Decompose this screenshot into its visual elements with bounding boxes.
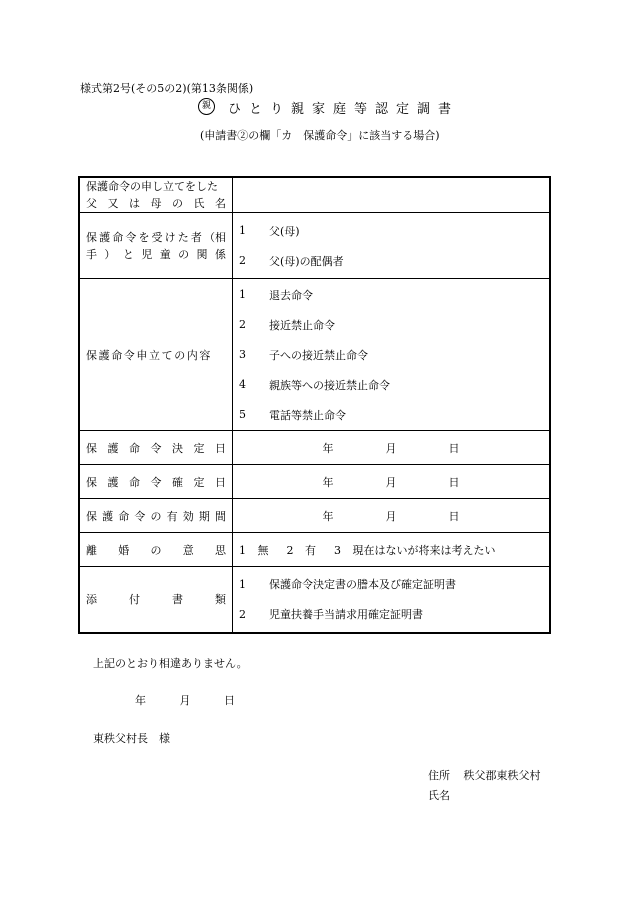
label-char: 確 — [172, 475, 183, 489]
label-char: 決 — [172, 441, 183, 455]
divorce-option[interactable] — [334, 542, 496, 558]
document-title: ひとり親家庭等認定調書 — [228, 102, 460, 117]
label-char: 令 — [150, 441, 162, 455]
option-number: 2 — [239, 254, 246, 267]
label-char: 護 — [107, 441, 119, 455]
table-row — [79, 465, 550, 499]
label-char: 婚 — [118, 543, 130, 557]
label-char: 護 — [107, 475, 119, 489]
option-number: 5 — [239, 408, 246, 421]
year-label: 年 — [322, 441, 334, 455]
label-char: 日 — [215, 475, 226, 489]
content-option[interactable] — [239, 280, 543, 310]
option-number: 1 — [239, 543, 246, 557]
label-char: 定 — [193, 441, 205, 455]
option-number: 2 — [239, 318, 246, 331]
label-char: の — [178, 247, 190, 261]
addressee: 東秩父村長 様 — [93, 732, 170, 745]
divorce-option-group — [239, 542, 543, 558]
attachment-option[interactable] — [239, 569, 543, 599]
option-text: 父(母) — [269, 224, 300, 238]
content-option[interactable] — [239, 400, 543, 430]
label-char: 効 — [182, 509, 194, 523]
label-char: 保 — [86, 441, 97, 455]
decision-date-field[interactable] — [233, 431, 551, 465]
table-row — [79, 431, 550, 465]
label-char: 母 — [150, 197, 162, 210]
label-char: 護 — [99, 230, 111, 244]
divorce-label — [79, 533, 233, 567]
option-text: 電話等禁止命令 — [269, 408, 346, 422]
label-spread — [86, 440, 226, 456]
divorce-option[interactable] — [239, 542, 269, 558]
form-table — [78, 176, 551, 634]
content-label: 保護命令申立ての内容 — [79, 279, 233, 431]
petitioner-name-field[interactable] — [233, 177, 551, 213]
attachment-option[interactable] — [239, 599, 543, 629]
label-char: 命 — [129, 441, 140, 455]
day-label: 日 — [224, 694, 235, 707]
decision-date-label — [79, 431, 233, 465]
circle-mark: 親 — [198, 98, 215, 115]
option-text: 子への接近禁止命令 — [269, 348, 368, 362]
option-text: 現在はないが将来は考えたい — [352, 543, 496, 557]
confirm-date-field[interactable] — [233, 465, 551, 499]
year-label: 年 — [135, 694, 146, 707]
label-char: 命 — [129, 475, 140, 489]
relationship-option[interactable] — [239, 246, 543, 276]
day-label: 日 — [448, 441, 460, 455]
label-spread — [86, 508, 226, 524]
divorce-option[interactable] — [287, 542, 317, 558]
date-fields — [239, 474, 543, 490]
address-line — [428, 767, 541, 783]
label-char: 名 — [215, 197, 226, 210]
label-char: 付 — [129, 593, 140, 607]
label-char: 又 — [107, 197, 119, 210]
label-char: 離 — [86, 543, 97, 557]
label-char: の — [150, 543, 162, 557]
label-char: 保 — [86, 509, 97, 523]
option-number: 3 — [334, 543, 341, 557]
label-spread — [86, 542, 226, 558]
label-char: 期 — [198, 509, 210, 523]
table-row — [79, 177, 550, 213]
label-char: の — [150, 509, 162, 523]
year-label: 年 — [322, 509, 334, 523]
option-text: 児童扶養手当請求用確定証明書 — [269, 608, 423, 622]
document-subtitle: (申請書②の欄「カ 保護命令」に該当する場合) — [200, 129, 440, 142]
label-char: 保 — [86, 230, 97, 244]
label-char: 意 — [182, 543, 194, 557]
month-label: 月 — [385, 509, 397, 523]
label-char: 間 — [215, 509, 226, 523]
label-char: 有 — [166, 509, 178, 523]
option-number: 1 — [239, 288, 246, 301]
declaration-text: 上記のとおり相違ありません。 — [93, 657, 248, 670]
label-char: 受 — [151, 230, 163, 244]
option-text: 無 — [257, 543, 269, 557]
label-char: 保 — [86, 475, 97, 489]
valid-period-field[interactable] — [233, 499, 551, 533]
option-number: 1 — [239, 577, 246, 591]
month-label: 月 — [179, 694, 191, 707]
relationship-option[interactable] — [239, 216, 543, 246]
option-number: 2 — [239, 607, 246, 621]
label-char: ） — [104, 247, 116, 261]
option-number: 1 — [239, 224, 246, 237]
content-option[interactable] — [239, 340, 543, 370]
option-number: 4 — [239, 378, 246, 391]
divorce-options — [233, 533, 551, 567]
label-char: は — [129, 197, 140, 210]
form-number: 様式第2号(その5の2)(第13条関係) — [80, 82, 254, 95]
option-text: 保護命令決定書の謄本及び確定証明書 — [269, 578, 456, 592]
relationship-label — [79, 213, 233, 279]
label-char: 手 — [86, 247, 97, 261]
signature-date[interactable] — [135, 692, 265, 708]
table-row — [79, 279, 550, 431]
attachments-options — [233, 567, 551, 633]
label-char: け — [164, 230, 176, 244]
label-spread — [86, 474, 226, 490]
label-char: 類 — [215, 593, 226, 607]
table-row — [79, 567, 550, 633]
petitioner-label-line2 — [86, 195, 226, 212]
label-char: 関 — [196, 247, 208, 261]
label-char: 係 — [214, 247, 226, 261]
label-char: 添 — [86, 593, 97, 607]
label-char: た — [177, 230, 189, 244]
name-label: 氏名 — [428, 789, 450, 802]
year-label: 年 — [322, 475, 334, 489]
label-char: 童 — [159, 247, 171, 261]
label-char: 護 — [102, 509, 114, 523]
relationship-options — [233, 213, 551, 279]
relationship-label-line2 — [86, 246, 226, 263]
table-row — [79, 213, 550, 279]
label-char: 定 — [193, 475, 205, 489]
label-char: 児 — [141, 247, 153, 261]
label-char: を — [138, 230, 150, 244]
date-fields — [239, 508, 543, 524]
day-label: 日 — [448, 475, 460, 489]
petitioner-label-line1: 保護命令の申し立てをした — [86, 180, 218, 193]
option-text: 父(母)の配偶者 — [269, 254, 344, 268]
label-char: 命 — [118, 509, 130, 523]
content-option[interactable] — [239, 370, 543, 400]
label-char: 氏 — [193, 197, 205, 210]
address-value[interactable]: 秩父郡東秩父村 — [463, 769, 541, 782]
option-text: 有 — [305, 543, 316, 557]
petitioner-label — [79, 177, 233, 213]
label-char: 令 — [125, 230, 137, 244]
label-char: 書 — [172, 593, 183, 607]
table-row — [79, 533, 550, 567]
month-label: 月 — [385, 441, 397, 455]
label-char: と — [122, 247, 134, 261]
option-text: 退去命令 — [269, 288, 313, 302]
label-char: 日 — [215, 441, 226, 455]
attachments-label — [79, 567, 233, 633]
option-number: 3 — [239, 348, 246, 361]
label-char: 令 — [150, 475, 162, 489]
label-char: 思 — [215, 543, 226, 557]
relationship-label-line1 — [86, 229, 226, 246]
valid-period-label — [79, 499, 233, 533]
label-char: 命 — [112, 230, 124, 244]
table-row — [79, 499, 550, 533]
label-char: 令 — [134, 509, 146, 523]
date-fields — [239, 440, 543, 456]
label-char: 者 — [190, 230, 202, 244]
label-char: （相 — [203, 230, 226, 244]
option-text: 親族等への接近禁止命令 — [269, 378, 390, 392]
day-label: 日 — [448, 509, 460, 523]
content-option[interactable] — [239, 310, 543, 340]
confirm-date-label — [79, 465, 233, 499]
label-spread — [86, 591, 226, 607]
option-text: 接近禁止命令 — [269, 318, 335, 332]
label-char: の — [172, 197, 183, 210]
address-label: 住所 — [428, 769, 450, 782]
content-options — [233, 279, 551, 431]
option-number: 2 — [286, 543, 294, 557]
month-label: 月 — [385, 475, 397, 489]
label-char: 父 — [86, 197, 97, 210]
